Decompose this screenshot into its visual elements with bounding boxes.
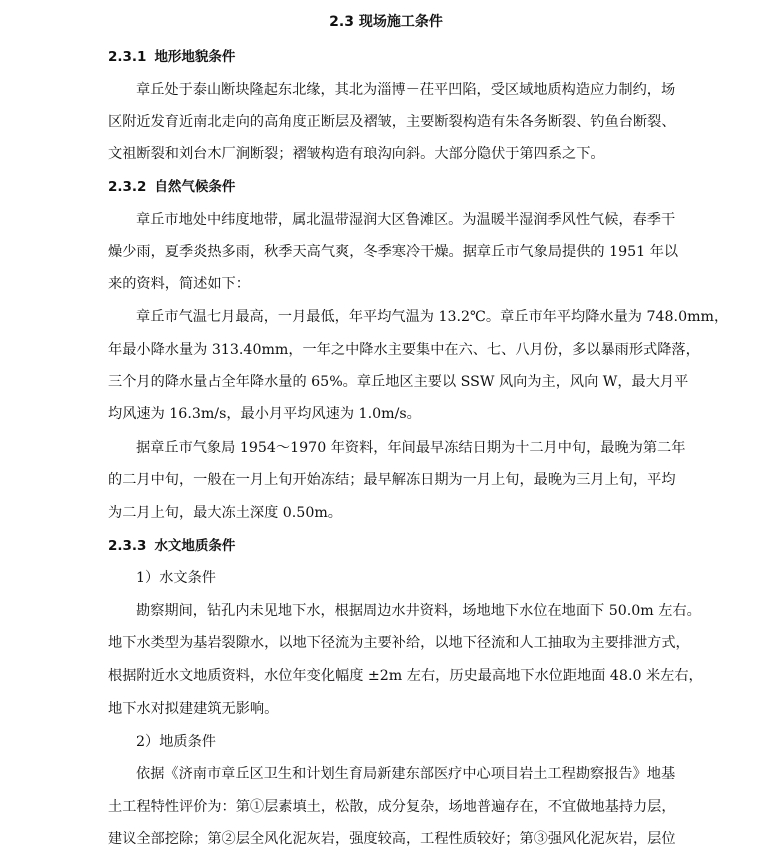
paragraph-line: 为二月上旬，最大冻土深度 0.50m。	[108, 505, 342, 521]
paragraph-line: 章丘市地处中纬度地带，属北温带湿润大区鲁滩区。为温暖半湿润季风性气候，春季干	[136, 212, 676, 228]
paragraph-line: 地下水类型为基岩裂隙水，以地下径流为主要补给，以地下径流和人工抽取为主要排泄方式，	[108, 635, 690, 651]
heading-2-3-3	[108, 536, 235, 556]
paragraph-line: 章丘市气温七月最高，一月最低，年平均气温为 13.2℃。章丘市年平均降水量为 748.0mm，	[136, 309, 729, 325]
heading-2-3-2	[108, 177, 235, 197]
paragraph-line: 文祖断裂和刘台木厂涧断裂；褶皱构造有琅沟向斜。大部分隐伏于第四系之下。	[108, 146, 605, 162]
heading-number: 2.3.1	[108, 49, 147, 65]
paragraph-line: 来的资料，简述如下：	[108, 276, 250, 292]
paragraph-line: 章丘处于泰山断块隆起东北缘，其北为淄博－茌平凹陷，受区域地质构造应力制约，场	[136, 82, 676, 98]
paragraph-line: 地下水对拟建建筑无影响。	[108, 701, 279, 717]
heading-text: 地形地貌条件	[154, 49, 236, 65]
heading-text: 水文地质条件	[154, 538, 236, 554]
paragraph-line: 区附近发育近南北走向的高角度正断层及褶皱，主要断裂构造有朱各务断裂、钓鱼台断裂、	[108, 114, 676, 130]
paragraph-line: 土工程特性评价为：第①层素填土，松散，成分复杂，场地普遍存在，不宜做地基持力层，	[108, 799, 676, 815]
paragraph-line: 据章丘市气象局 1954～1970 年资料，年间最早冻结日期为十二月中旬，最晚为第二年	[136, 440, 686, 456]
heading-2-3-1	[108, 47, 235, 67]
subheading-hydrology: 1）水文条件	[136, 570, 216, 586]
paragraph-line: 燥少雨，夏季炎热多雨，秋季天高气爽，冬季寒冷干燥。据章丘市气象局提供的 1951 年以	[108, 244, 679, 260]
paragraph-line: 的二月中旬，一般在一月上旬开始冻结；最早解冻日期为一月上旬，最晚为三月上旬，平均	[108, 472, 676, 488]
paragraph-line: 年最小降水量为 313.40mm，一年之中降水主要集中在六、七、八月份，多以暴雨形式降落，	[108, 342, 700, 358]
paragraph-line: 根据附近水文地质资料，水位年变化幅度 ±2m 左右，历史最高地下水位距地面 48.0 米左右，	[108, 668, 703, 684]
paragraph-line: 三个月的降水量占全年降水量的 65%。章丘地区主要以 SSW 风向为主，风向 W，最大月平	[108, 374, 689, 390]
subheading-geology: 2）地质条件	[136, 734, 216, 750]
paragraph-line: 建议全部挖除；第②层全风化泥灰岩，强度较高，工程性质较好；第③强风化泥灰岩，层位	[108, 831, 676, 847]
heading-number: 2.3.3	[108, 538, 147, 554]
paragraph-line: 依据《济南市章丘区卫生和计划生育局新建东部医疗中心项目岩土工程勘察报告》地基	[136, 766, 676, 782]
section-title: 2.3 现场施工条件	[329, 14, 443, 30]
paragraph-line: 勘察期间，钻孔内未见地下水，根据周边水井资料，场地地下水位在地面下 50.0m 左右。	[136, 603, 701, 619]
heading-text: 自然气候条件	[154, 179, 236, 195]
paragraph-line: 均风速为 16.3m/s，最小月平均风速为 1.0m/s。	[108, 406, 421, 422]
heading-number: 2.3.2	[108, 179, 147, 195]
